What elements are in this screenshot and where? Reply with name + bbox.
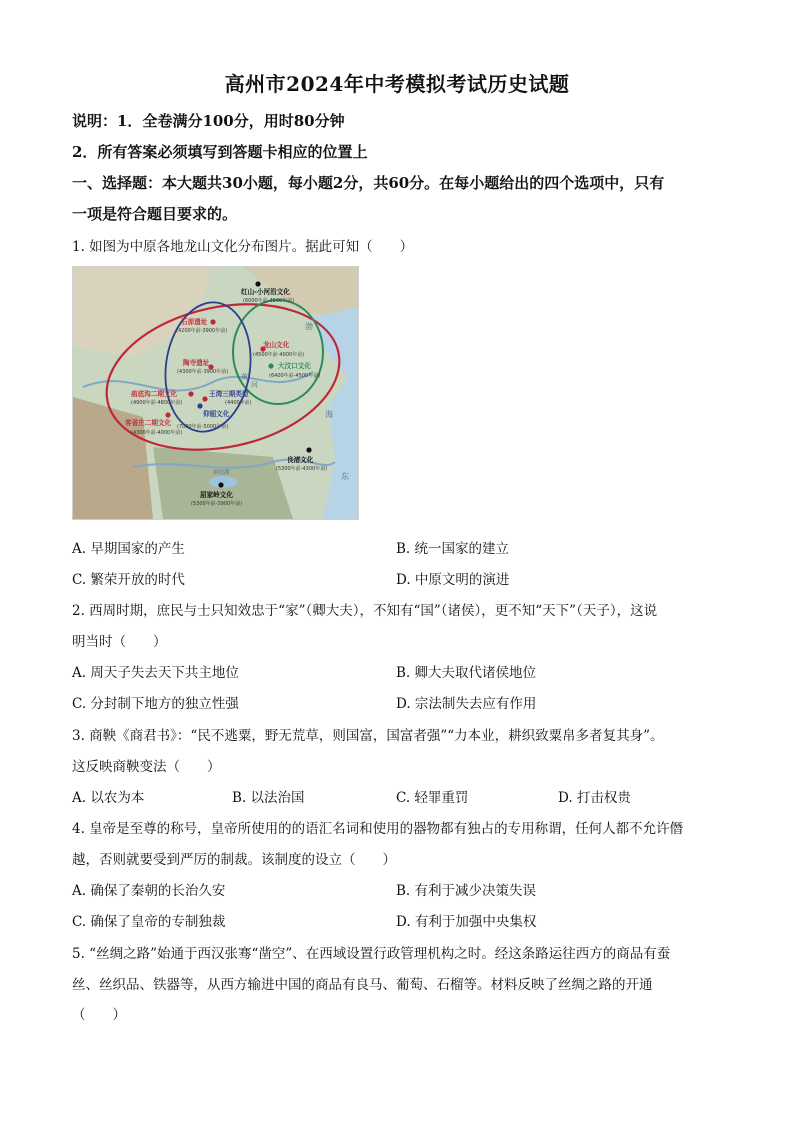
site-date-miaodigou: (4900年前-4800年前) (131, 400, 183, 406)
q4-option-b[interactable]: B. 有利于减少决策失误 (396, 883, 537, 899)
map-figure (73, 267, 358, 519)
site-date-liangzhu: (5300年前-4300年前) (276, 466, 328, 472)
q3-option-b[interactable]: B. 以法治国 (232, 790, 305, 806)
question-2-stem-line-2: 明当时（ ） (72, 634, 167, 650)
site-label-hongshan: 红山-小河沿文化 (241, 288, 290, 296)
q2-option-b[interactable]: B. 卿大夫取代诸侯地位 (396, 665, 537, 681)
q1-option-a[interactable]: A. 早期国家的产生 (72, 541, 185, 557)
site-marker-shimao (210, 319, 215, 324)
question-4-stem-line-2: 越，否则就要受到严厉的制裁。该制度的设立（ ） (72, 852, 396, 868)
instructions-line-1: 说明：1．全卷满分100分，用时80分钟 (72, 112, 345, 130)
question-4-stem-line-1: 4. 皇帝是至尊的称号，皇帝所使用的的语汇名词和使用的器物都有独占的专用称谓，任何人都不允许僭 (72, 821, 684, 837)
site-marker-hongshan (255, 281, 260, 286)
site-marker-wangwan (202, 396, 207, 401)
q3-option-d[interactable]: D. 打击权贵 (558, 790, 631, 806)
longshan-culture-map (72, 266, 359, 520)
site-label-qujialing: 屈家岭文化 (200, 491, 233, 499)
q2-option-d[interactable]: D. 宗法制失去应有作用 (396, 696, 537, 712)
question-1-stem: 1. 如图为中原各地龙山文化分布图片。据此可知（ ） (72, 239, 414, 255)
q2-option-a[interactable]: A. 周天子失去天下共主地位 (72, 665, 239, 681)
q1-option-b[interactable]: B. 统一国家的建立 (396, 541, 510, 557)
site-label-yangshao: 仰韶文化 (203, 410, 230, 418)
q3-option-a[interactable]: A. 以农为本 (72, 790, 145, 806)
q4-option-a[interactable]: A. 确保了秦朝的长治久安 (72, 883, 226, 899)
question-3-stem-line-1: 3. 商鞅《商君书》：“民不逃粟，野无荒草，则国富，国富者强”“力本业，耕织致粟帛多者复其身”。 (72, 728, 664, 744)
site-date-longshan: (4500年前-4000年前) (253, 352, 305, 358)
q1-option-c[interactable]: C. 繁荣开放的时代 (72, 572, 185, 588)
sea-label-bo: 渤 (305, 322, 313, 331)
question-5-stem-line-2: 丝、丝织品、铁器等，从西方输进中国的商品有良马、葡萄、石榴等。材料反映了丝绸之路的开通 (72, 977, 653, 993)
instructions-line-2: 2．所有答案必须填写到答题卡相应的位置上 (72, 143, 368, 161)
river-label-he: 河 (251, 381, 258, 389)
site-label-miaodigou: 庙底沟二期文化 (131, 390, 178, 398)
question-5-stem-line-3: （ ） (72, 1007, 126, 1023)
site-date-qujialing: (5300年前-3900年前) (191, 501, 243, 507)
site-label-keshengzhuang: 客省庄二期文化 (125, 419, 172, 427)
site-label-longshan: 龙山文化 (263, 341, 290, 349)
site-label-taosi: 陶寺遗址 (183, 359, 210, 367)
section-heading-line-1: 一、选择题：本大题共30小题，每小题2分，共60分。在每小题给出的四个选项中，只有 (72, 174, 665, 192)
river-label-huang: 黄 (241, 373, 248, 381)
site-label-liangzhu: 良渚文化 (287, 456, 314, 464)
q2-option-c[interactable]: C. 分封制下地方的独立性强 (72, 696, 239, 712)
page-title: 高州市2024年中考模拟考试历史试题 (224, 72, 570, 96)
site-date-taosi: (4300年前-3900年前) (177, 369, 229, 375)
q1-option-d[interactable]: D. 中原文明的演进 (396, 572, 510, 588)
site-date-wangwan: (4400年前) (225, 400, 252, 406)
site-marker-liangzhu (306, 447, 311, 452)
q4-option-c[interactable]: C. 确保了皇帝的专制独裁 (72, 914, 226, 930)
site-date-shimao: (4200年前-3900年前) (176, 328, 228, 334)
site-marker-miaodigou (188, 391, 193, 396)
q3-option-c[interactable]: C. 轻罪重罚 (396, 790, 469, 806)
site-date-hongshan: (6000年前-4500年前) (243, 298, 295, 304)
q4-option-d[interactable]: D. 有利于加强中央集权 (396, 914, 537, 930)
site-marker-yangshao (197, 403, 202, 408)
site-label-shimao: 石峁遗址 (181, 318, 208, 326)
site-date-dawenkou: (6400年前-4500年前) (269, 373, 321, 379)
site-date-yangshao: (7000年前-5000年前) (177, 424, 229, 430)
question-5-stem-line-1: 5. “丝绸之路”始通于西汉张骞“凿空”、在西域设置行政管理机构之时。经这条路运往西方的商品有蚕 (72, 946, 671, 962)
question-3-stem-line-2: 这反映商鞅变法（ ） (72, 759, 221, 775)
lake-label: 洞庭湖 (213, 470, 230, 476)
site-marker-qujialing (218, 482, 223, 487)
sea-label-dong: 东 (341, 472, 349, 481)
question-2-stem-line-1: 2. 西周时期，庶民与士只知效忠于“家”（卿大夫），不知有“国”（诸侯），更不知“天下”（天子），这说 (72, 603, 658, 619)
site-date-keshengzhuang: (4300年前-4000年前) (131, 430, 183, 436)
site-marker-keshengzhuang (165, 412, 170, 417)
sea-label-hai: 海 (325, 410, 333, 419)
site-label-wangwan: 王湾三期类型 (209, 390, 249, 398)
section-heading-line-2: 一项是符合题目要求的。 (72, 205, 238, 223)
site-label-dawenkou: 大汶口文化 (278, 362, 311, 370)
site-marker-dawenkou (268, 363, 273, 368)
